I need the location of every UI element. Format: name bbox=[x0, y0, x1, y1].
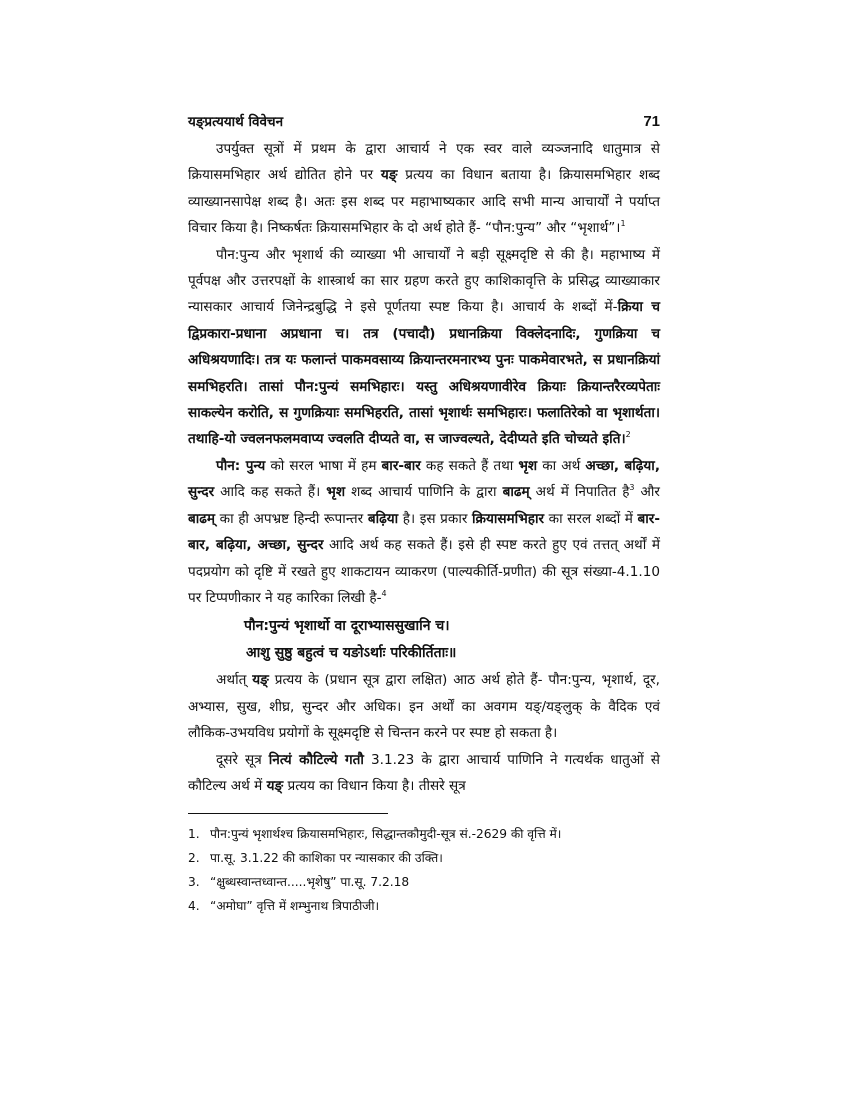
main-text bbox=[188, 136, 660, 799]
text: दूसरे सूत्र bbox=[216, 751, 269, 768]
footnote bbox=[188, 894, 660, 918]
text: शब्द आचार्य पाणिनि के द्वारा bbox=[345, 484, 503, 501]
term: यङ् bbox=[266, 777, 284, 794]
term: भृश bbox=[518, 457, 538, 474]
term: बढ़िया bbox=[367, 510, 399, 527]
term-paunahpunya: पौन: पुन्य bbox=[216, 457, 266, 474]
paragraph-5 bbox=[188, 747, 660, 800]
footnote-ref-1: 1 bbox=[620, 219, 626, 229]
text: 3.1.23 के द्वारा आचार्य पाणिनि ने गत्यर्थक धातुओं से कौटिल्य अर्थ में bbox=[188, 751, 660, 794]
footnote-ref-4: 4 bbox=[381, 588, 387, 598]
paragraph-1 bbox=[188, 136, 660, 242]
text: और bbox=[634, 484, 660, 501]
text: का अर्थ bbox=[537, 457, 586, 474]
term-yang: यङ् bbox=[380, 167, 398, 184]
text: प्रत्यय के (प्रधान सूत्र द्वारा लक्षित) आठ अर्थ होते हैं- पौन:पुन्य, भृशार्थ, दूर, अभ्यास, सुख, शीघ्र, सुन्दर और अधिक। इन अर्थों का अवगम यङ्/यङ्लुक् के वैदिक एवं लौकिक-उभयविध प्रयोगों के सूक्ष्मदृष्टि से चिन्तन करने पर स्पष्ट हो सकता है। bbox=[188, 672, 660, 742]
footnote-text: पा.सू. 3.1.22 की काशिका पर न्यासकार की उक्ति। bbox=[210, 851, 443, 866]
text: कह सकते हैं तथा bbox=[420, 457, 519, 474]
term: बाढम् bbox=[502, 484, 530, 501]
chapter-title: यङ्प्रत्ययार्थ विवेचन bbox=[188, 114, 284, 130]
footnote-divider bbox=[188, 813, 388, 814]
footnote-ref-2: 2 bbox=[625, 430, 631, 440]
text: का सरल शब्दों में bbox=[544, 510, 638, 527]
term: यङ् bbox=[252, 672, 269, 689]
verse-line-2: आशु सुष्ठु बहुत्वं च यङोऽर्थाः परिकीर्तिताः॥ bbox=[246, 645, 457, 662]
text: अर्थात् bbox=[216, 672, 253, 689]
term: अच्छा, बढ़िया, सुन्दर bbox=[188, 457, 660, 501]
term: भृश bbox=[326, 484, 346, 501]
footnote-number: 2. bbox=[188, 851, 200, 866]
footnote-number: 3. bbox=[188, 875, 200, 890]
text: प्रत्यय का विधान किया है। तीसरे सूत्र bbox=[283, 777, 466, 794]
paragraph-4 bbox=[188, 667, 660, 746]
footnote-text: पौन:पुन्यं भृशार्थश्च क्रियासमभिहारः, सिद्धान्तकौमुदी-सूत्र सं.-2629 की वृत्ति में। bbox=[210, 827, 562, 842]
footnote-text: “अमोघा” वृत्ति में शम्भुनाथ त्रिपाठीजी। bbox=[210, 899, 380, 914]
footnote-ref-3: 3 bbox=[629, 483, 635, 493]
paragraph-1-text-2: प्रत्यय का विधान बताया है। क्रियासमभिहार शब्द व्याख्यानसापेक्ष शब्द है। अतः इस शब्द पर महाभाष्यकार आदि सभी मान्य आचार्यों ने पर्याप्त विचार किया है। निष्कर्षतः क्रियासमभिहार के दो अर्थ होते हैं- “पौन:पुन्य” और “भृशार्थ”। bbox=[188, 167, 660, 237]
term: क्रियासमभिहार bbox=[471, 510, 545, 527]
footnotes bbox=[188, 822, 660, 918]
footnote-text: “क्षुब्धस्वान्तध्वान्त.....भृशेषु” पा.सू. 7.2.18 bbox=[210, 875, 410, 890]
text: अर्थ में निपातित है bbox=[529, 484, 630, 501]
quotation-nyasa: क्रिया च द्विप्रकारा-प्रधाना अप्रधाना च। तत्र (पचादौ) प्रधानक्रिया विक्लेदनादिः, गुणक्रिया च अधिश्रयणादिः। तत्र यः फलान्तं पाकमवसाय्य क्रियान्तरमनारभ्य पुनः पाकमेवारभते, स प्रधानक्रियां समभिहरति। तासां पौन:पुन्यं समभिहारः। यस्तु अधिश्रयणावीरेव क्रियाः क्रियान्तरैरव्यपेताः साकल्येन करोति, स गुणक्रियाः समभिहरति, तासां भृशार्थः समभिहारः। फलातिरेको वा भृशार्थता। तथाहि-यो ज्वलनफलमवाप्य ज्वलति दीप्यते वा, स जाज्वल्यते, देदीप्यते इति चोच्यते इति। bbox=[188, 299, 660, 448]
paragraph-3 bbox=[188, 453, 660, 611]
text: को सरल भाषा में हम bbox=[265, 457, 382, 474]
text: आदि अर्थ कह सकते हैं। इसे ही स्पष्ट करते हुए एवं तत्तत् अर्थों में पदप्रयोग को दृष्टि में रखते हुए शाकटायन व्याकरण (पाल्यकीर्ति-प्रणीत) की सूत्र संख्या-4.1.10 पर टिप्पणीकार ने यह कारिका लिखी है- bbox=[188, 537, 661, 606]
page bbox=[188, 112, 660, 918]
running-header bbox=[188, 112, 660, 130]
text: का ही अपभ्रष्ट हिन्दी रूपान्तर bbox=[215, 510, 368, 527]
footnote bbox=[188, 870, 660, 894]
footnote-number: 1. bbox=[188, 827, 200, 842]
paragraph-2-text: पौन:पुन्य और भृशार्थ की व्याख्या भी आचार्यों ने बड़ी सूक्ष्मदृष्टि से की है। महाभाष्य में पूर्वपक्ष और उत्तरपक्षों के शास्त्रार्थ का सार ग्रहण करते हुए काशिकावृत्ति के प्रसिद्ध व्याख्याकार न्यासकार आचार्य जिनेन्द्रबुद्धि ने इसे पूर्णतया स्पष्ट किया है। आचार्य के शब्दों में- bbox=[188, 246, 660, 316]
term: बार-बार, बढ़िया, अच्छा, सुन्दर bbox=[188, 510, 660, 554]
text: है। इस प्रकार bbox=[398, 510, 472, 527]
term: बार-बार bbox=[381, 457, 421, 474]
paragraph-1-text: उपर्युक्त सूत्रों में प्रथम के द्वारा आचार्य ने एक स्वर वाले व्यञ्जनादि धातुमात्र से क्रियासमभिहार अर्थ द्योतित होने पर bbox=[188, 141, 660, 184]
term: बाढम् bbox=[188, 510, 216, 527]
verse-line-1: पौन:पुन्यं भृशार्थो वा दूराभ्याससुखानि च। bbox=[244, 618, 450, 635]
text: आदि कह सकते हैं। bbox=[214, 484, 327, 501]
paragraph-2 bbox=[188, 242, 660, 453]
karika-verse bbox=[188, 613, 660, 667]
footnote bbox=[188, 846, 660, 870]
footnote-number: 4. bbox=[188, 899, 200, 914]
page-number: 71 bbox=[643, 113, 660, 130]
sutra-name: नित्यं कौटिल्ये गतौ bbox=[268, 751, 364, 768]
footnote bbox=[188, 822, 660, 846]
